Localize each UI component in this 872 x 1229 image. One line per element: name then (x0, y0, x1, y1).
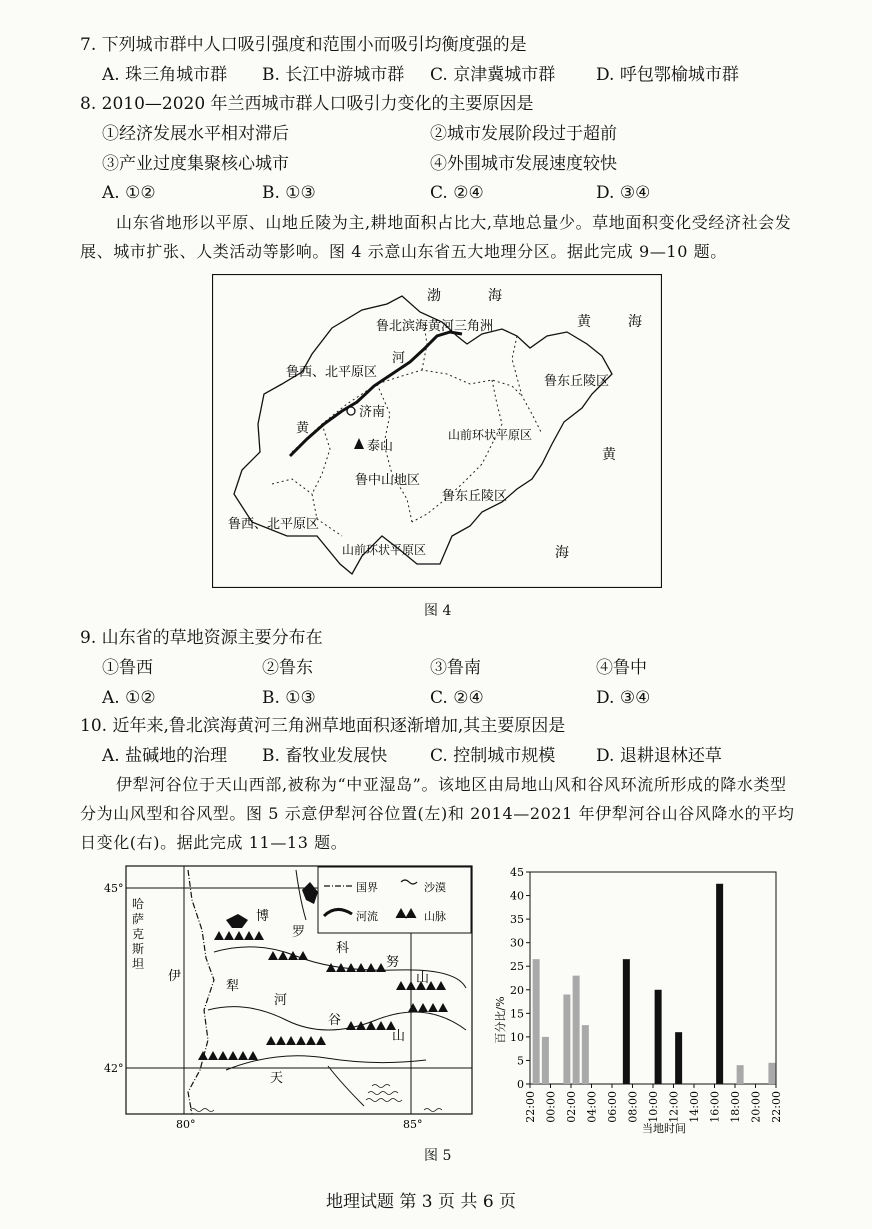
label-kz-4: 斯 (132, 942, 145, 956)
label-he: 河 (274, 993, 288, 1008)
q10-option-a: A. 盐碱地的治理 (102, 746, 228, 766)
label-kz-2: 萨 (132, 912, 145, 926)
q8-stem: 8. 2010—2020 年兰西城市群人口吸引力变化的主要原因是 (80, 94, 534, 114)
y-tick-label-1: 5 (517, 1054, 524, 1068)
chart-x-axis-label: 当地时间 (642, 1122, 686, 1135)
lat-45-label: 45° (104, 882, 124, 895)
q7-stem: 7. 下列城市群中人口吸引强度和范围小而吸引均衡度强的是 (80, 35, 527, 55)
x-tick-label-7: 12:00 (667, 1091, 681, 1123)
bar-2 (563, 994, 570, 1084)
q9-item-4: ④鲁中 (596, 658, 647, 678)
label-ludong: 鲁东丘陵区 (544, 374, 610, 389)
label-nu: 努 (386, 955, 400, 970)
map-figure-4 (212, 274, 662, 588)
label-bohai-1: 渤 (427, 288, 441, 304)
figure-5-caption: 图 5 (424, 1148, 452, 1164)
label-yi: 伊 (168, 969, 182, 984)
q9-option-d: D. ③④ (596, 688, 651, 708)
lat-42-label: 42° (104, 1062, 124, 1075)
q7-option-a: A. 珠三角城市群 (102, 65, 228, 85)
label-ludong-2: 鲁东丘陵区 (442, 489, 508, 504)
label-kz-3: 克 (132, 927, 145, 941)
label-shanqian-2: 山前环状平原区 (342, 543, 427, 557)
x-tick-label-9: 16:00 (708, 1091, 722, 1123)
label-river-he: 河 (392, 351, 406, 366)
label-shanqian-1: 山前环状平原区 (448, 428, 533, 442)
x-tick-label-1: 00:00 (544, 1091, 558, 1123)
label-shan-2: 山 (392, 1029, 406, 1044)
y-tick-label-3: 15 (510, 1007, 524, 1021)
precip-bar-chart (488, 860, 788, 1135)
x-tick-label-10: 18:00 (729, 1091, 742, 1123)
x-tick-label-8: 14:00 (688, 1091, 701, 1123)
lon-80-label: 80° (176, 1118, 196, 1130)
legend-river-label: 河流 (356, 910, 378, 923)
q8-option-d: D. ③④ (596, 183, 651, 203)
bar-7 (675, 1032, 682, 1084)
legend-border-label: 国界 (356, 881, 378, 894)
q9-item-1: ①鲁西 (102, 658, 153, 678)
q9-item-3: ③鲁南 (430, 658, 481, 678)
x-tick-label-2: 02:00 (565, 1091, 578, 1123)
bar-1 (542, 1037, 549, 1084)
label-kz-1: 哈 (132, 897, 145, 911)
bar-10 (768, 1063, 775, 1084)
label-luxi-2: 鲁西、北平原区 (228, 517, 320, 532)
x-tick-label-5: 08:00 (626, 1091, 640, 1123)
figure-4-caption: 图 4 (424, 603, 452, 619)
q8-item-3: ③产业过度集聚核心城市 (102, 154, 289, 174)
q8-option-a: A. ①② (102, 183, 156, 203)
q7-option-b: B. 长江中游城市群 (262, 65, 405, 85)
bar-4 (582, 1025, 589, 1084)
page-footer: 地理试题 第 3 页 共 6 页 (326, 1192, 517, 1212)
jinan-marker (347, 407, 355, 415)
y-tick-label-7: 35 (510, 913, 524, 927)
bar-3 (573, 976, 580, 1084)
label-bo: 博 (256, 909, 270, 924)
map-figure-5 (96, 860, 478, 1130)
label-huanghai-4: 海 (555, 545, 569, 561)
label-huanghai-1: 黄 (577, 314, 591, 330)
q8-item-1: ①经济发展水平相对滞后 (102, 124, 289, 144)
intro-11-13: 伊犁河谷位于天山西部,被称为“中亚湿岛”。该地区由局地山风和谷风环流所形成的降水类型分为山风型和谷风型。图 5 示意伊犁河谷位置(左)和 2014—2021 年伊犁河谷山谷风降水的平均日变化(右)。据此完成 11—13 题。 (80, 775, 795, 852)
q9-option-b: B. ①③ (262, 688, 316, 708)
x-tick-label-4: 06:00 (606, 1091, 619, 1123)
legend-desert-label: 沙漠 (424, 881, 446, 894)
x-tick-label-0: 22:00 (524, 1091, 537, 1123)
bar-9 (737, 1065, 744, 1084)
label-ke: 科 (336, 941, 350, 956)
y-tick-label-2: 10 (510, 1030, 524, 1044)
label-li: 犁 (226, 979, 240, 994)
lon-85-label: 85° (403, 1118, 423, 1130)
q8-item-4: ④外围城市发展速度较快 (430, 154, 617, 174)
y-tick-label-6: 30 (510, 936, 524, 950)
q8-option-b: B. ①③ (262, 183, 316, 203)
chart-y-axis-label: 百分比/% (494, 996, 507, 1044)
q9-option-a: A. ①② (102, 688, 156, 708)
q8-item-2: ②城市发展阶段过于超前 (430, 124, 617, 144)
q10-stem: 10. 近年来,鲁北滨海黄河三角洲草地面积逐渐增加,其主要原因是 (80, 716, 566, 736)
y-tick-label-5: 25 (510, 960, 524, 974)
q9-option-c: C. ②④ (430, 688, 484, 708)
bar-6 (655, 990, 662, 1084)
label-taishan: 泰山 (367, 439, 394, 454)
label-shan-1: 山 (416, 971, 430, 986)
x-tick-label-3: 04:00 (585, 1091, 599, 1123)
q7-option-d: D. 呼包鄂榆城市群 (596, 65, 739, 85)
label-bohai-2: 海 (488, 288, 502, 304)
bar-0 (533, 959, 540, 1084)
legend-mountain-label: 山脉 (424, 910, 446, 923)
y-tick-label-8: 40 (510, 889, 524, 903)
intro-9-10: 山东省地形以平原、山地丘陵为主,耕地面积占比大,草地总量少。草地面积变化受经济社会发展、城市扩张、人类活动等影响。图 4 示意山东省五大地理分区。据此完成 9—10 题。 (80, 213, 792, 261)
label-tian: 天 (270, 1071, 284, 1086)
q9-item-2: ②鲁东 (262, 658, 313, 678)
x-tick-label-6: 10:00 (647, 1091, 660, 1123)
label-luo: 罗 (292, 925, 306, 940)
label-jinan: 济南 (359, 405, 386, 420)
y-tick-label-4: 20 (510, 983, 524, 997)
bar-5 (623, 959, 630, 1084)
label-huanghai-2: 海 (628, 314, 642, 330)
q10-option-c: C. 控制城市规模 (430, 746, 556, 766)
q7-option-c: C. 京津冀城市群 (430, 65, 556, 85)
x-tick-label-12: 22:00 (770, 1091, 783, 1123)
label-river-huang: 黄 (296, 421, 310, 436)
label-gu: 谷 (328, 1013, 342, 1028)
bar-8 (716, 884, 723, 1084)
label-kz-5: 坦 (132, 957, 145, 971)
q8-option-c: C. ②④ (430, 183, 484, 203)
q10-option-d: D. 退耕退林还草 (596, 746, 722, 766)
label-luxi-1: 鲁西、北平原区 (286, 365, 378, 380)
x-tick-label-11: 20:00 (749, 1091, 763, 1123)
label-luzhong: 鲁中山地区 (355, 473, 421, 488)
q10-option-b: B. 畜牧业发展快 (262, 746, 388, 766)
label-huanghai-3: 黄 (602, 447, 616, 463)
label-delta: 鲁北滨海黄河三角洲 (376, 319, 494, 334)
y-tick-label-0: 0 (517, 1078, 524, 1091)
y-tick-label-9: 45 (510, 866, 524, 879)
legend-box (318, 867, 471, 933)
q9-stem: 9. 山东省的草地资源主要分布在 (80, 628, 323, 648)
